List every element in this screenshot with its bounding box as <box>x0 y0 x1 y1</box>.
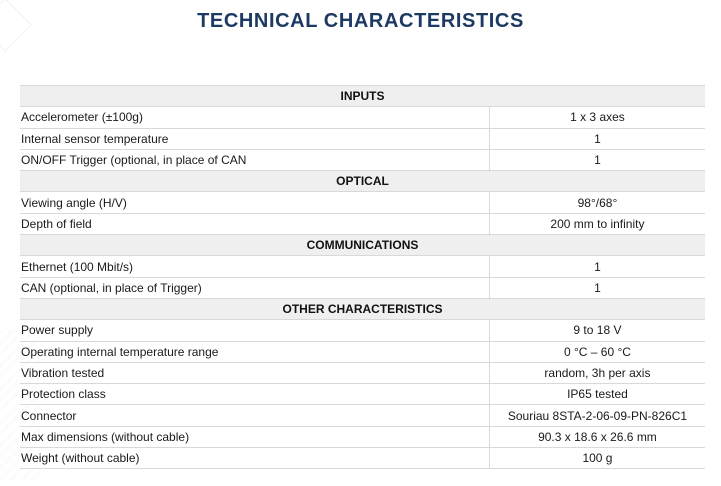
spec-value: random, 3h per axis <box>489 362 705 383</box>
spec-value: 100 g <box>489 448 705 469</box>
spec-row <box>20 341 705 362</box>
spec-label: Viewing angle (H/V) <box>20 192 489 213</box>
spec-row <box>20 149 705 170</box>
spec-label: Weight (without cable) <box>20 448 489 469</box>
spec-row <box>20 277 705 298</box>
page-title: TECHNICAL CHARACTERISTICS <box>197 10 524 32</box>
spec-label: Connector <box>20 405 489 426</box>
spec-value: IP65 tested <box>489 384 705 405</box>
spec-row <box>20 426 705 447</box>
spec-value: 1 x 3 axes <box>489 107 705 128</box>
section-heading-inputs: INPUTS <box>20 86 705 107</box>
specifications-table <box>20 85 705 469</box>
spec-label: CAN (optional, in place of Trigger) <box>20 277 489 298</box>
spec-row <box>20 256 705 277</box>
spec-row <box>20 107 705 128</box>
section-heading-communications: COMMUNICATIONS <box>20 235 705 256</box>
spec-row <box>20 362 705 383</box>
spec-row <box>20 448 705 469</box>
spec-value: 1 <box>489 149 705 170</box>
spec-value: Souriau 8STA-2-06-09-PN-826C1 <box>489 405 705 426</box>
spec-row <box>20 405 705 426</box>
spec-value: 1 <box>489 277 705 298</box>
section-header-row <box>20 298 705 319</box>
spec-row <box>20 320 705 341</box>
spec-value: 200 mm to infinity <box>489 213 705 234</box>
section-header-row <box>20 171 705 192</box>
spec-label: Vibration tested <box>20 362 489 383</box>
spec-label: Max dimensions (without cable) <box>20 426 489 447</box>
spec-label: ON/OFF Trigger (optional, in place of CAN <box>20 149 489 170</box>
spec-row <box>20 192 705 213</box>
spec-value: 9 to 18 V <box>489 320 705 341</box>
spec-label: Protection class <box>20 384 489 405</box>
spec-value: 0 °C – 60 °C <box>489 341 705 362</box>
spec-label: Ethernet (100 Mbit/s) <box>20 256 489 277</box>
spec-label: Accelerometer (±100g) <box>20 107 489 128</box>
spec-label: Internal sensor temperature <box>20 128 489 149</box>
spec-value: 1 <box>489 128 705 149</box>
spec-value: 90.3 x 18.6 x 26.6 mm <box>489 426 705 447</box>
spec-row <box>20 384 705 405</box>
section-header-row <box>20 86 705 107</box>
spec-label: Power supply <box>20 320 489 341</box>
section-heading-optical: OPTICAL <box>20 171 705 192</box>
spec-value: 1 <box>489 256 705 277</box>
spec-row <box>20 213 705 234</box>
section-header-row <box>20 235 705 256</box>
spec-label: Operating internal temperature range <box>20 341 489 362</box>
spec-row <box>20 128 705 149</box>
spec-label: Depth of field <box>20 213 489 234</box>
section-heading-other-characteristics: OTHER CHARACTERISTICS <box>20 298 705 319</box>
spec-value: 98°/68° <box>489 192 705 213</box>
